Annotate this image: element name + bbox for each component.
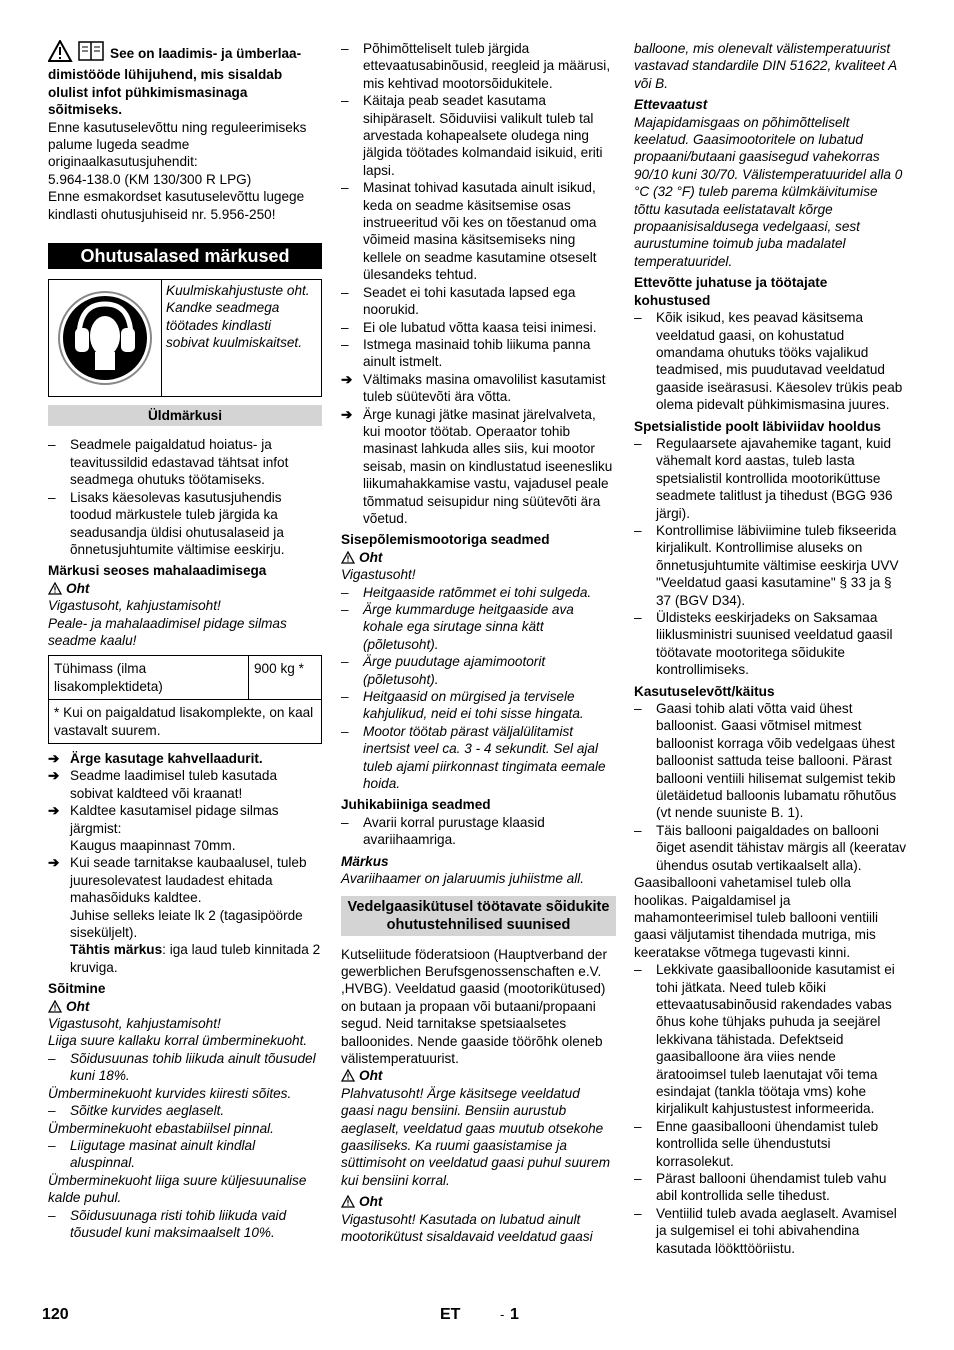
arrow-item: ➔ Ärge kasutage kahvellaadurit. bbox=[48, 750, 263, 766]
drive-warning: Ümberminekuoht liiga suure küljesuunalise kalde puhul. bbox=[48, 1172, 307, 1206]
list-item: – Kõik isikud, kes peavad käsitsema veeldatud gaasi, on kohustatud omandama ohutuks tööks vajalikud teadmised, mis puudutavad veeldatud gaaside iseärasusi. Käesolev trükis peab olema pidevalt pühkimismasina juures. bbox=[634, 310, 903, 413]
indent-text: Kaugus maapinnast 70mm. bbox=[70, 838, 236, 853]
warning-triangle-icon bbox=[341, 1069, 355, 1082]
arrow-icon: ➔ bbox=[48, 750, 60, 766]
list-item: – Ventiilid tuleb avada aeglaselt. Avamisel ja sulgemisel ei tohi abivahendina kasutada löökttööriistu. bbox=[634, 1205, 897, 1256]
manual-book-icon bbox=[78, 40, 104, 66]
drive-warning: Vigastusoht, kahjustamisoht! bbox=[48, 1016, 221, 1032]
warning-triangle-icon bbox=[48, 1000, 62, 1013]
list-item: – Ärge puudutage ajamimootorit (põletusoht). bbox=[341, 654, 546, 687]
arrow-icon: ➔ bbox=[341, 371, 353, 387]
lpg-warning-2: Vigastusoht! Kasutada on lubatud ainult mootorikütust sisaldavaid veeldatud gaasi bbox=[341, 1211, 593, 1244]
list-item: – Sõitke kurvides aeglaselt. bbox=[48, 1103, 225, 1119]
danger-label: Oht bbox=[48, 580, 322, 597]
intro-warning bbox=[48, 40, 322, 119]
weight-label: Tühimass (ilma lisakomplektideta) bbox=[49, 656, 249, 700]
unload-warning-2: Peale- ja mahalaadimisel pidage silmas seadme kaalu! bbox=[48, 615, 287, 648]
general-title: Üldmärkusi bbox=[48, 405, 322, 426]
intro-text-1: Enne kasutuselevõttu ning reguleerimiseks palume lugeda seadme originaalkasutusjuhendit: bbox=[48, 119, 307, 170]
note-title: Märkus bbox=[341, 853, 389, 869]
intro-text-3: Enne esmakordset kasutuselevõttu lugege kindlasti ohutusjuhiseid nr. 5.956-250! bbox=[48, 189, 305, 222]
lpg-title: Vedelgaasikütusel töötavate sõidukite ohutustehnilised suunised bbox=[341, 896, 616, 936]
note-text: Avariihaamer on jalaruumis juhiistme all. bbox=[341, 871, 585, 887]
list-item: – Sõidusuunaga risti tohib liikuda vaid tõusudel kuni maksimaalselt 10%. bbox=[48, 1207, 287, 1240]
list-item: – Üldisteks eeskirjadeks on Saksamaa liiklusministri suunised veeldatud gaasil töötavate mootoritega sõidukite kontrollimiseks. bbox=[634, 610, 893, 678]
list-item: – Kontrollimise läbiviimine tuleb fikseerida kirjalikult. Kontrollimise aluseks on õnnetusjuhtumite vältimise eeskirja UVV "Veeldatud gaasi kasutamine" § 33 ja § 37 (BGV D34). bbox=[634, 522, 899, 608]
page-number: 120 bbox=[42, 1306, 69, 1323]
list-item: – Lekkivate gaasiballoonide kasutamist ei tohi jätkata. Need tuleb kõiki ettevaatusabinõusid rakendades vabas õhus kohe tühjaks puhuda ja seejärel lekkivana tähistada. Defektseid gaasiballoone ära viies nende äratooimsel tuleb laenutajat või tema esindajat (tankla töötaja vms) kohe kirjalikult kahjustustest informeerida. bbox=[634, 962, 895, 1117]
ear-protection-icon bbox=[49, 280, 162, 396]
continued-text: balloone, mis olenevalt välistemperatuurist vastavad standardile DIN 51622, kvaliteet A või B. bbox=[634, 41, 897, 91]
list-item: – Ärge kummarduge heitgaaside ava kohale ega sirutage sinna kätt (põletusoht). bbox=[341, 602, 574, 652]
list-item: – Enne gaasiballooni ühendamist tuleb kontrollida selle ühendustutsi korrasolekut. bbox=[634, 1118, 879, 1169]
arrow-icon: ➔ bbox=[48, 768, 60, 784]
column-2 bbox=[341, 40, 616, 1245]
arrow-icon: ➔ bbox=[48, 855, 60, 871]
indent-text: Tähtis märkus: iga laud tuleb kinnitada 2 kruviga. bbox=[70, 942, 321, 975]
pictogram-box bbox=[48, 279, 322, 397]
intro-bold-text: See on laadimis- ja ümberlaa-dimistööde lühijuhend, mis sisaldab olulist infot pühkimismasinaga sõitmiseks. bbox=[48, 46, 302, 118]
arrow-item: ➔ Kaldtee kasutamisel pidage silmas järgmist: bbox=[48, 803, 279, 836]
weight-value: 900 kg * bbox=[249, 656, 322, 700]
list-item: – Käitaja peab seadet kasutama sihipäraselt. Sõiduviisi valikult tuleb tal arvestada kohapealsete oludega ning jälgida töötades kolmandaid isikuid, eriti lapsi. bbox=[341, 93, 603, 178]
warning-triangle-icon bbox=[341, 1195, 355, 1208]
arrow-item: ➔ Vältimaks masina omavolilist kasutamist tuleb süütevõti ära võtta. bbox=[341, 371, 606, 405]
warning-triangle-icon bbox=[48, 40, 78, 66]
danger-label: Oht bbox=[341, 549, 616, 566]
caution-title: Ettevaatust bbox=[634, 97, 708, 113]
list-item: – Istmega masinaid tohib liikuma panna ainult istmelt. bbox=[341, 336, 591, 370]
lpg-text: Kutseliitude föderatsioon (Hauptverband der gewerblichen Berufsgenossenschaften e.V. ,HVBG). Veeldatud gaasid (mootorikütused) on butaan ja propaan või butaani/propaani segud. Neid tarnitakse spetsiaalsetes balloonides. Nende gaaside töörõhk oleneb välistemperatuurist. bbox=[341, 946, 608, 1066]
list-item: – Regulaarsete ajavahemike tagant, kuid vähemalt kord aastas, tuleb lasta spetsialistil kontrollida mootoriküttuse seadmete talitlust ja tihedust (BGG 936 järgi). bbox=[634, 435, 893, 521]
list-item: – Lisaks käesolevas kasutusjuhendis toodud märkustele tuleb järgida ka seadusandja üldisi ohutusalaseid ja õnnetusjuhtumite vältimise eeskirju. bbox=[48, 489, 285, 557]
weight-note: * Kui on paigaldatud lisakomplekte, on kaal vastavalt suurem. bbox=[49, 700, 322, 744]
drive-warning: Liiga suure kallaku korral ümberminekuoht. bbox=[48, 1033, 308, 1049]
warning-triangle-icon bbox=[48, 582, 62, 595]
service-title: Spetsialistide poolt läbiviidav hooldus bbox=[634, 418, 881, 434]
list-item: – Mootor töötab pärast väljalülitamist inertsist veel ca. 3 - 4 sekundit. Sel ajal tuleb ajami piirkonnast tingimata eemale hoida. bbox=[341, 723, 606, 792]
danger-label: Oht bbox=[341, 1193, 616, 1210]
list-item: – Sõidusuunas tohib liikuda ainult tõusudel kuni 18%. bbox=[48, 1050, 316, 1084]
footer-number: 1 bbox=[510, 1306, 519, 1323]
intro-text-2: 5.964-138.0 (KM 130/300 R LPG) bbox=[48, 171, 252, 187]
list-item: – Täis ballooni paigaldades on ballooni õiget asendit tähistav märgis all (keeratav ühendus osutab vertikaalselt alla). bbox=[634, 822, 907, 873]
arrow-item: ➔ Kui seade tarnitakse kaubaalusel, tuleb juuresolevatest laudadest ehitada mahasõiduks kaldtee. bbox=[48, 855, 307, 906]
column-3 bbox=[634, 40, 907, 1257]
drive-warning: Ümberminekuoht kurvides kiiresti sõites. bbox=[48, 1085, 292, 1101]
list-item: – Ei ole lubatud võtta kaasa teisi inimesi. bbox=[341, 319, 597, 335]
weight-table bbox=[48, 655, 322, 744]
indent-text: Juhise selleks leiate lk 2 (tagasipöörde siseküljelt). bbox=[70, 907, 303, 941]
cab-title: Juhikabiiniga seadmed bbox=[341, 797, 491, 813]
op-text: Gaasiballooni vahetamisel tuleb olla hoolikas. Paigaldamisel ja mahamonteerimisel tuleb ballooni ventiili gaasi väljutamist tihendada mutriga, mis keeratakse võtmega tugevasti kinni. bbox=[634, 875, 879, 960]
warning-triangle-icon bbox=[341, 551, 355, 564]
column-1 bbox=[48, 40, 322, 1241]
drive-title: Sõitmine bbox=[48, 981, 106, 997]
language-code: ET bbox=[440, 1306, 461, 1323]
section-title: Ohutusalased märkused bbox=[48, 243, 322, 269]
list-item: – Gaasi tohib alati võtta vaid ühest balloonist. Gaasi võtmisel mitmest balloonist korraga võib vedelgaas ühest balloonist sattuda teise ballooni. Pärast ballooni ventiili hilisemat sulgemist tekib ületäidetud balloonis lubamatu rõhutõus (vt nende suuniste B. 1). bbox=[634, 701, 897, 821]
list-item: – Seadmele paigaldatud hoiatus- ja teavitussildid edastavad tähtsat infot seadmega ohutuks töötamiseks. bbox=[48, 437, 289, 488]
op-title: Kasutuselevõtt/käitus bbox=[634, 683, 775, 699]
list-item: – Masinat tohivad kasutada ainult isikud, keda on seadme käsitsemise osas instrueeritud või kes on tõestanud oma võimeid masina käsitsemiseks ning kellele on seadme kasutamine otseselt ülesandeks tehtud. bbox=[341, 180, 597, 283]
list-item: – Heitgaasid on mürgised ja tervisele kahjulikud, neid ei tohi sisse hingata. bbox=[341, 689, 584, 722]
unload-warning-1: Vigastusoht, kahjustamisoht! bbox=[48, 598, 221, 614]
unload-title: Märkusi seoses mahalaadimisega bbox=[48, 563, 267, 579]
pictogram-text: Kuulmiskahjustuste oht. Kandke seadmega töötades kindlasti sobivat kuulmiskaitset. bbox=[166, 283, 310, 351]
duty-title: Ettevõtte juhatuse ja töötajate kohustused bbox=[634, 275, 828, 308]
list-item: – Seadet ei tohi kasutada lapsed ega noorukid. bbox=[341, 284, 576, 318]
caution-text: Majapidamisgaas on põhimõtteliselt keelatud. Gaasimootoritele on lubatud propaani/butaani gaasisegud vahekorras 90/10 kuni 30/70. Välistemperatuuridel alla 0 °C (32 °F) tuleb parema külmkäivitumise tõttu kasutada eelistatavalt kõrge propaanisisaldusega vedelgaasi, sest aurustumine toimub juba madalatel temperatuuridel. bbox=[634, 114, 903, 269]
list-item: – Heitgaaside ratõmmet ei tohi sulgeda. bbox=[341, 584, 592, 600]
list-item: – Liigutage masinat ainult kindlal aluspinnal. bbox=[48, 1137, 256, 1171]
arrow-icon: ➔ bbox=[48, 803, 60, 819]
list-item: – Avarii korral purustage klaasid avariihaamriga. bbox=[341, 814, 545, 848]
list-item: – Põhimõtteliselt tuleb järgida ettevaatusabinõusid, reegleid ja määrusi, mis kehtivad mootorsõidukitele. bbox=[341, 41, 611, 91]
footer-separator: - bbox=[500, 1307, 505, 1322]
arrow-item: ➔ Seadme laadimisel tuleb kasutada sobivat kaldteed või kraanat! bbox=[48, 768, 278, 801]
lpg-warning-1: Plahvatusoht! Ärge käsitsege veeldatud gaasi nagu bensiini. Bensiin aurustub aeglaselt, veeldatud gaas muutub otsekohe gaasiliseks. Ka ruumi gaasistamise ja süttimisoht on veeldatud gaasi puhul suurem kui bensiini korral. bbox=[341, 1085, 611, 1188]
ice-warning: Vigastusoht! bbox=[341, 567, 416, 583]
danger-label: Oht bbox=[48, 998, 322, 1015]
danger-label: Oht bbox=[341, 1067, 616, 1084]
ice-title: Sisepõlemismootoriga seadmed bbox=[341, 532, 550, 548]
drive-warning: Ümberminekuoht ebastabiilsel pinnal. bbox=[48, 1120, 274, 1136]
arrow-item: ➔ Ärge kunagi jätke masinat järelvalveta, kui mootor töötab. Operaator tohib masinast lahkuda alles siis, kui mootor seisab, masin on kindlustatud iseenesliku liikumahakkamise vastu, vajadusel peale tõmmatud seisupidur ning süütevõti ära võetud. bbox=[341, 406, 613, 526]
arrow-icon: ➔ bbox=[341, 406, 353, 422]
list-item: – Pärast ballooni ühendamist tuleb vahu abil kontrollida selle tihedust. bbox=[634, 1171, 887, 1204]
